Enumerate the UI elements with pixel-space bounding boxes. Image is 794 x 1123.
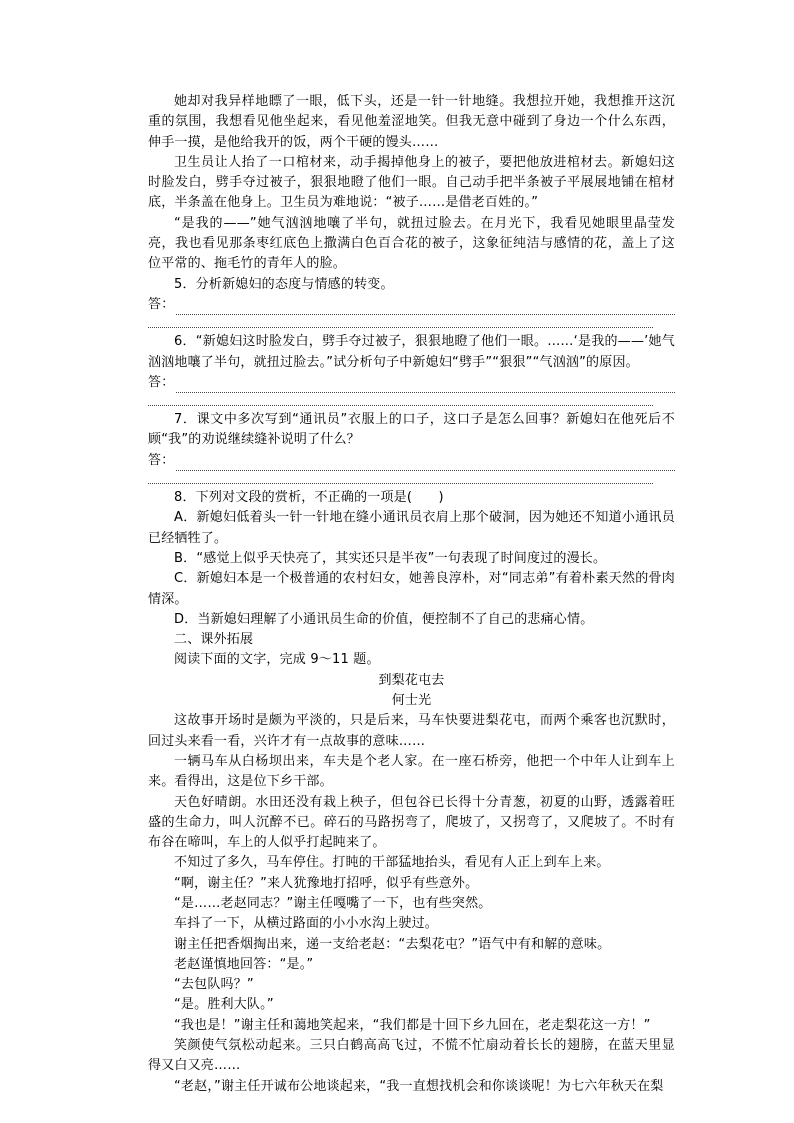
- story-paragraph: 老赵谨慎地回答：“是。”: [174, 956, 314, 972]
- story-paragraph: “是……老赵同志？”谢主任嘎嘴了一下，也有些突然。: [174, 895, 492, 911]
- paragraph: 卫生员让人抬了一口棺材来，动手揭掉他身上的被子，要把他放进棺材去。新媳妇这时脸发白，劈手夺过被子，狠狠地瞪了他们一眼。自己动手把半条被子平展展地铺在棺材底，半条盖在他身上。卫生员为难地说：“被子……是借老百姓的。”: [148, 154, 675, 211]
- paragraph: “是我的——”她气汹汹地嚷了半句，就扭过脸去。在月光下，我看见她眼里晶莹发亮，我也看见那条枣红底色上撒满白色百合花的被子，这象征纯洁与感情的花，盖上了这位平常的、拖毛竹的青年人的脸。: [148, 215, 675, 272]
- story-paragraph: 一辆马车从白杨坝出来，车夫是个老人家。在一座石桥旁，他把一个中年人让到车上来。看得出，这是位下乡干部。: [148, 753, 675, 790]
- question-5: 5．分析新媳妇的态度与情感的转变。: [174, 276, 394, 292]
- option-b: B．“感觉上似乎天快亮了，其实还只是半夜”一句表现了时间度过的漫长。: [174, 550, 607, 566]
- story-paragraph: 这故事开场时是颇为平淡的，只是后来，马车快要进梨花屯，而两个乘客也沉默时，回过头来看一看，兴许才有一点故事的意味……: [148, 713, 675, 749]
- story-paragraph: “老赵，”谢主任开诚布公地谈起来，“我一直想找机会和你谈谈呢！为七六年秋天在梨: [174, 1078, 664, 1094]
- story-paragraph: “我也是！”谢主任和蔼地笑起来，“我们都是十回下乡九回在，老走梨花这一方！”: [174, 1017, 651, 1033]
- story-paragraph: 车抖了一下，从横过路面的小小水沟上驶过。: [174, 916, 439, 932]
- answer-label: 答：: [148, 296, 175, 312]
- option-c: C．新媳妇本是一个极普通的农村妇女，她善良淳朴，对“同志弟”有着朴素天然的骨肉情深。: [148, 571, 675, 607]
- story-author: 何士光: [391, 693, 432, 709]
- section-intro: 阅读下面的文字，完成 9～11 题。: [174, 652, 380, 668]
- story-paragraph: “去包队吗？”: [174, 977, 254, 993]
- section-heading: 二、课外拓展: [174, 632, 254, 648]
- story-paragraph: 天色好晴朗。水田还没有栽上秧子，但包谷已长得十分青葱，初夏的山野，透露着旺盛的生命力，叫人沉醉不已。碎石的马路拐弯了，爬坡了，又拐弯了，又爬坡了。不时有布谷在啼叫，车上的人似乎打起盹来了。: [148, 794, 675, 851]
- document-page: [148, 92, 675, 1097]
- question-7: 7．课文中多次写到“通讯员”衣服上的口子，这口子是怎么回事？新媳妇在他死后不顾“我”的劝说继续缝补说明了什么？: [148, 412, 675, 448]
- option-a: A．新媳妇低着头一针一针地在缝小通讯员衣肩上那个破洞，因为她还不知道小通讯员已经牺牲了。: [148, 510, 675, 546]
- paragraph: 她却对我异样地瞟了一眼，低下头，还是一针一针地缝。我想拉开她，我想推开这沉重的氛围，我想看见他坐起来，看见他羞涩地笑。但我无意中碰到了身边一个什么东西，伸手一摸，是他给我开的饭，两个干硬的馒头……: [148, 94, 675, 150]
- story-paragraph: “是。胜利大队。”: [174, 997, 274, 1013]
- answer-label: 答：: [148, 452, 175, 468]
- story-paragraph: 不知过了多久，马车停住。打盹的干部猛地抬头，看见有人正上到车上来。: [174, 855, 610, 871]
- question-6: 6．“新媳妇这时脸发白，劈手夺过被子，狠狠地瞪了他们一眼。……‘是我的——’她气汹汹地嚷了半句，就扭过脸去。”试分析句子中新媳妇“劈手”“狠狠”“气汹汹”的原因。: [148, 334, 675, 370]
- answer-dotted-line: [176, 380, 675, 393]
- option-d: D．当新媳妇理解了小通讯员生命的价值，便控制不了自己的悲痛心情。: [174, 611, 594, 627]
- story-title: 到梨花屯去: [378, 672, 445, 688]
- answer-line-6[interactable]: [148, 373, 675, 393]
- answer-dotted-line: [148, 317, 653, 328]
- story-paragraph: 笑颜使气氛松动起来。三只白鹤高高飞过，不慌不忙扇动着长长的翅膀，在蓝天里显得又白又亮……: [148, 1038, 675, 1074]
- answer-dotted-line: [176, 302, 675, 315]
- answer-line-7[interactable]: [148, 451, 675, 471]
- answer-dotted-line: [148, 473, 653, 484]
- story-paragraph: 谢主任把香烟掏出来，递一支给老赵：“去梨花屯？”语气中有和解的意味。: [174, 936, 611, 952]
- question-8: 8．下列对文段的赏析，不正确的一项是( ): [174, 490, 444, 506]
- answer-line-5[interactable]: [148, 295, 675, 315]
- answer-dotted-line: [176, 458, 675, 471]
- answer-label: 答：: [148, 374, 175, 390]
- story-paragraph: “啊，谢主任？”来人犹豫地打招呼，似乎有些意外。: [174, 875, 479, 891]
- answer-dotted-line: [148, 395, 653, 406]
